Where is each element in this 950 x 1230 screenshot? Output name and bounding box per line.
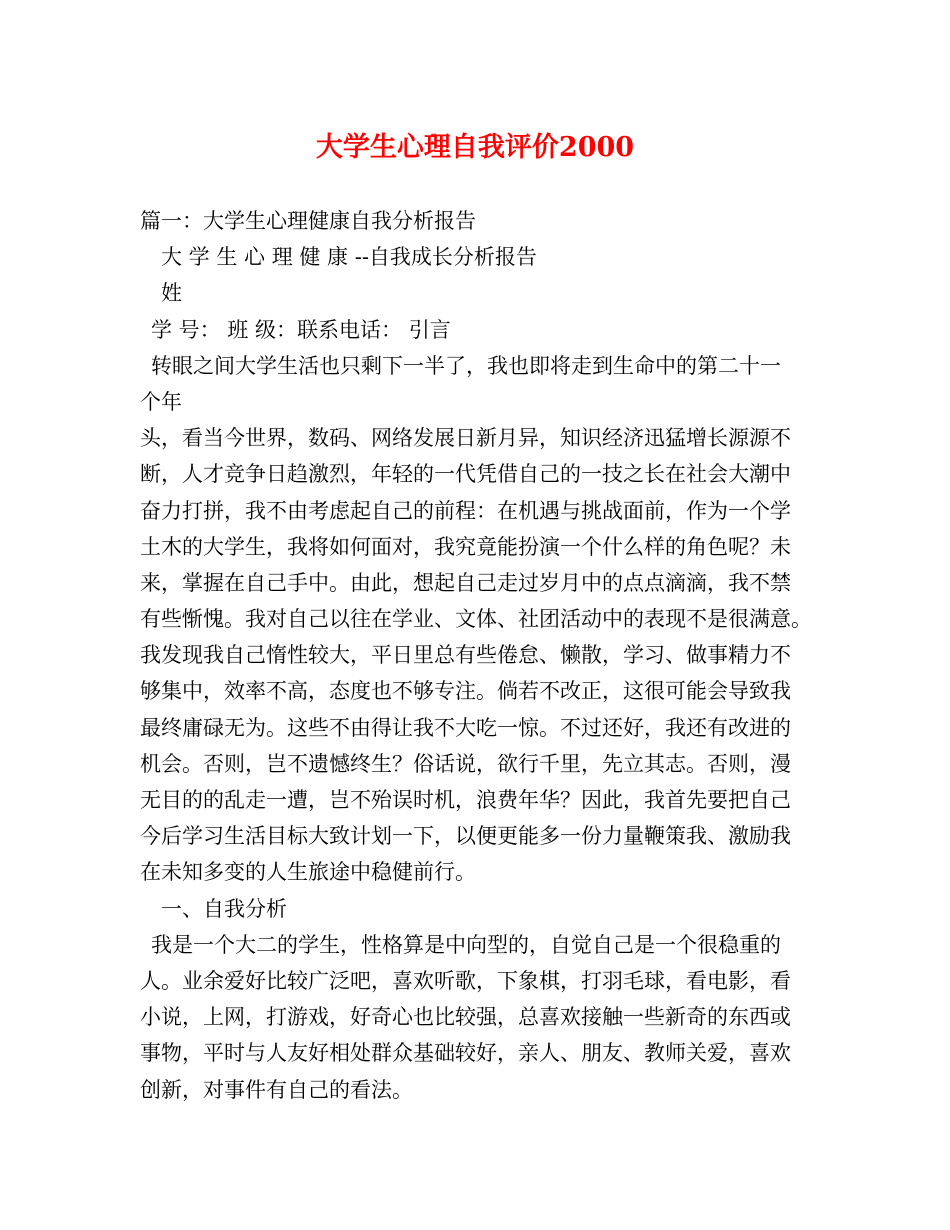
- paragraph-line: 最终庸碌无为。这些不由得让我不大吃一惊。不过还好，我还有改进的: [140, 715, 791, 740]
- paragraph-line: 事物，平时与人友好相处群众基础较好，亲人、朋友、教师关爱，喜欢: [140, 1041, 791, 1066]
- paragraph-line: 土木的大学生，我将如何面对，我究竟能扮演一个什么样的角色呢？未: [140, 534, 791, 559]
- paragraph-line: 机会。否则，岂不遗憾终生？俗话说，欲行千里，先立其志。否则，漫: [140, 751, 791, 776]
- name-field-label: 姓: [161, 281, 182, 306]
- paragraph-line: 我是一个大二的学生，性格算是中向型的，自觉自己是一个很稳重的: [151, 932, 781, 957]
- paragraph-line: 来，掌握在自己手中。由此，想起自己走过岁月中的点点滴滴，我不禁: [140, 570, 791, 595]
- paragraph-line: 小说，上网，打游戏，好奇心也比较强，总喜欢接触一些新奇的东西或: [140, 1005, 791, 1030]
- student-info-fields: 学 号： 班 级：联系电话： 引言: [151, 317, 451, 342]
- paragraph-line: 今后学习生活目标大致计划一下，以便更能多一份力量鞭策我、激励我: [140, 824, 791, 849]
- paragraph-line: 我发现我自己惰性较大，平日里总有些倦怠、懒散，学习、做事精力不: [140, 643, 791, 668]
- section-heading: 篇一：大学生心理健康自我分析报告: [140, 209, 476, 233]
- paragraph-line: 断，人才竞争日趋激烈，年轻的一代凭借自己的一技之长在社会大潮中: [140, 462, 791, 487]
- paragraph-line: 个年: [140, 389, 182, 414]
- paragraph-line: 无目的的乱走一遭，岂不殆误时机，浪费年华？因此，我首先要把自己: [140, 788, 791, 812]
- paragraph-line: 创新，对事件有自己的看法。: [140, 1077, 413, 1102]
- document-title: 大学生心理自我评价2000: [315, 132, 635, 163]
- paragraph-line: 转眼之间大学生活也只剩下一半了，我也即将走到生命中的第二十一: [151, 353, 781, 378]
- paragraph-line: 奋力打拼，我不由考虑起自己的前程：在机遇与挑战面前，作为一个学: [140, 498, 791, 523]
- paragraph-line: 人。业余爱好比较广泛吧，喜欢听歌，下象棋，打羽毛球，看电影，看: [140, 968, 791, 993]
- document-body: [140, 203, 820, 1108]
- paragraph-line: 有些惭愧。我对自己以往在学业、文体、社团活动中的表现不是很满意。: [140, 607, 812, 632]
- paragraph-line: 在未知多变的人生旅途中稳健前行。: [140, 860, 476, 885]
- paragraph-line: 头，看当今世界，数码、网络发展日新月异，知识经济迅猛增长源源不: [140, 426, 791, 451]
- section-heading-self-analysis: 一、自我分析: [161, 896, 287, 921]
- report-subtitle: 大 学 生 心 理 健 康 --自我成长分析报告: [161, 245, 537, 270]
- paragraph-line: 够集中，效率不高，态度也不够专注。倘若不改正，这很可能会导致我: [140, 679, 791, 704]
